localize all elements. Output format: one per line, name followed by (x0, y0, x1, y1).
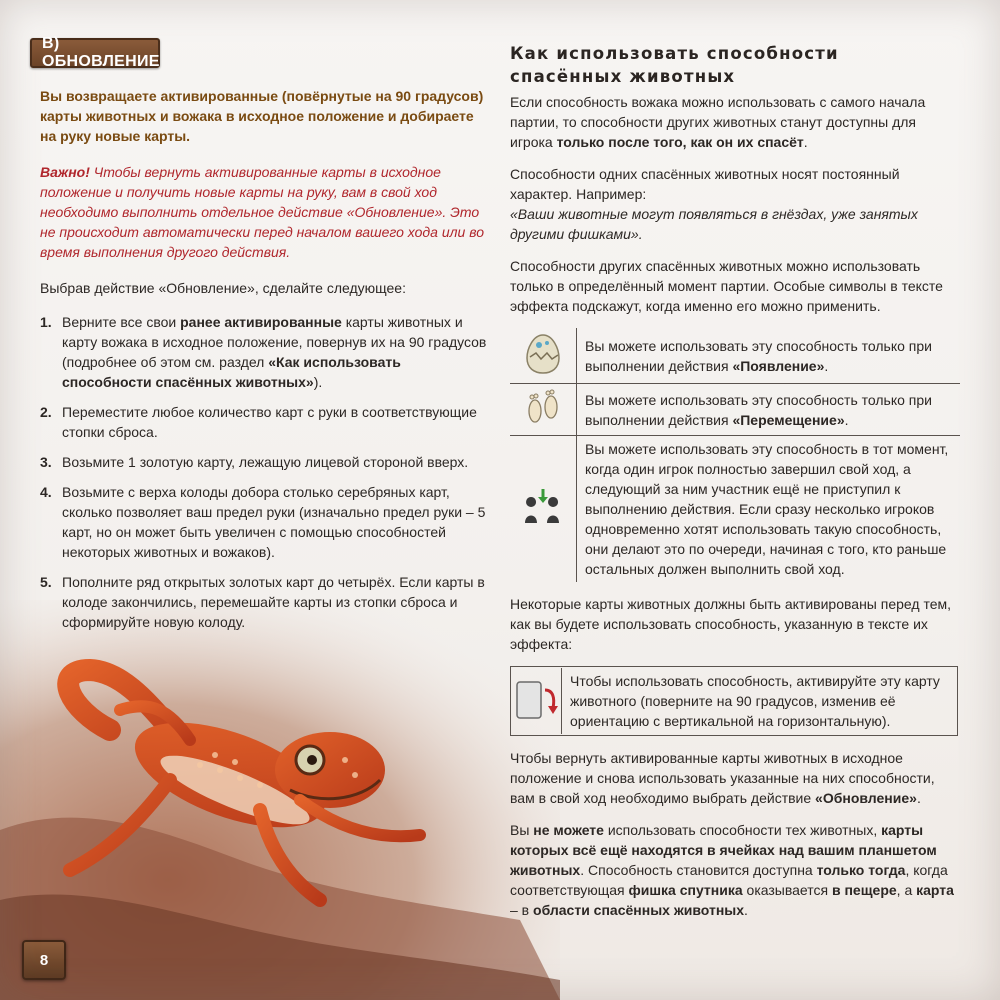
text: . (824, 357, 829, 374)
symbol-row (510, 328, 960, 384)
step-number: 4. (40, 484, 52, 500)
text: , когда соответствующая (510, 862, 948, 898)
step-number: 5. (40, 574, 52, 590)
step-text: Верните все свои (62, 314, 181, 330)
step-item (40, 452, 492, 472)
paragraph-6 (510, 820, 960, 920)
egg-icon (510, 328, 577, 384)
text: Если способность вожака можно использовать с самого начала партии, то способности других животных станут доступны для игрока (510, 94, 926, 150)
text: . (844, 411, 849, 428)
bold-text: карты которых всё ещё находятся в ячейках над вашим планшетом животных (510, 822, 937, 878)
section-tag: В) ОБНОВЛЕНИЕ (30, 38, 160, 68)
bold-text: фишка спутника (628, 882, 743, 898)
text: . (744, 902, 748, 918)
paragraph-5 (510, 748, 960, 808)
title-line: Как использовать способности (510, 44, 839, 63)
step-bold: ранее активированные (180, 314, 342, 330)
activate-card-icon (511, 668, 562, 734)
footprints-icon (510, 384, 577, 436)
step-text: Возьмите 1 золотую карту, лежащую лицевой стороной вверх. (62, 454, 469, 470)
symbol-text (577, 384, 961, 436)
symbol-row (510, 436, 960, 583)
step-item (40, 312, 492, 392)
step-text: Переместите любое количество карт с руки в соответствующие стопки сброса. (62, 404, 477, 440)
lead-paragraph: Вы возвращаете активированные (повёрнутые на 90 градусов) карты животных и вожака в исходное положение и добираете на руку новые карты. (40, 88, 484, 144)
players-icon (510, 436, 577, 583)
right-column (510, 42, 960, 932)
text: Вы (510, 822, 534, 838)
step-text: Пополните ряд открытых золотых карт до четырёх. Если карты в колоде закончились, перемешайте карты из стопки сброса и сформируйте новую колоду. (62, 574, 485, 630)
step-item (40, 572, 492, 632)
lizard-illustration (0, 600, 560, 1000)
text: использовать способности тех животных, (603, 822, 882, 838)
intro-text: Выбрав действие «Обновление», сделайте следующее: (40, 280, 406, 296)
page-number: 8 (22, 940, 66, 980)
steps-list (40, 312, 492, 632)
quote-text: «Ваши животные могут появляться в гнёздах, уже занятых другими фишками». (510, 206, 918, 242)
paragraph-2 (510, 164, 960, 244)
text: оказывается (742, 882, 832, 898)
step-bold: «Как использовать способности спасённых животных» (62, 354, 401, 390)
symbol-text (577, 328, 961, 384)
text: , а (896, 882, 917, 898)
important-label: Важно! (40, 164, 90, 180)
text: – в (510, 902, 534, 918)
step-item (40, 402, 492, 442)
step-item (40, 482, 492, 562)
paragraph-3: Способности других спасённых животных можно использовать только в определённый момент партии. Особые символы в тексте эффекта подскажут, когда именно его можно применить. (510, 258, 943, 314)
bold-text: «Обновление» (815, 790, 917, 806)
step-text: Возьмите с верха колоды добора столько серебряных карт, сколько позволяет ваш предел руки (изначально предел руки – 5 карт, но он может быть увеличен с помощью способностей некоторых животных и вожаков). (62, 484, 486, 560)
important-text: Чтобы вернуть активированные карты в исходное положение и получить новые карты на руку, вам в свой ход необходимо выполнить отдельное действие «Обновление». Это не происходит автоматически перед началом вашего хода или во время выполнения другого действия. (40, 164, 484, 260)
text: . (803, 134, 808, 150)
bold-text: в пещере (831, 882, 897, 898)
step-number: 3. (40, 454, 52, 470)
text: Вы можете использовать эту способность только при выполнении действия (585, 391, 932, 428)
paragraph-4: Некоторые карты животных должны быть активированы перед тем, как вы будете использовать способность, указанную в тексте их эффекта: (510, 596, 951, 652)
text: . Способность становится доступна (580, 862, 817, 878)
bold-text: только после того, как он их спасёт (556, 134, 804, 150)
section-title (510, 42, 960, 88)
step-number: 2. (40, 404, 52, 420)
step-text: карты животных и карту вожака в исходное положение, повернув их на 90 градусов (подробнее об этом см. раздел (62, 314, 487, 370)
activate-box (510, 666, 958, 736)
step-number: 1. (40, 314, 52, 330)
paragraph-1 (510, 92, 960, 152)
important-note (40, 162, 492, 262)
title-line: спасённых животных (510, 67, 736, 86)
symbols-table (510, 328, 960, 582)
text: Способности одних спасённых животных носят постоянный характер. Например: (510, 166, 900, 202)
bold-text: области спасённых животных (533, 902, 745, 918)
bold-text: только тогда (816, 862, 906, 878)
text: Вы можете использовать эту способность только при выполнении действия (585, 337, 932, 374)
text: Чтобы вернуть активированные карты животных в исходное положение и снова использовать указанные на них способности, вам в свой ход необходимо выбрать действие (510, 750, 935, 806)
text: . (916, 790, 921, 806)
bold-text: «Перемещение» (732, 411, 845, 428)
symbol-row (510, 384, 960, 436)
symbol-text (577, 436, 961, 583)
bold-text: не можете (533, 822, 604, 838)
bold-text: карта (916, 882, 954, 898)
left-column (40, 86, 492, 642)
step-text: ). (313, 374, 323, 390)
text: Вы можете использовать эту способность в тот момент, когда один игрок полностью завершил свой ход, а следующий за ним участник ещё не приступил к выполнению действия. Если сразу несколько игроков одновременно хотят использовать такую способность, они делают это по очереди, начиная с того, кто раньше остальных должен выполнить свой ход. (585, 441, 949, 577)
bold-text: «Появление» (732, 357, 825, 374)
activate-text: Чтобы использовать способность, активируйте эту карту животного (поверните на 90 градусов, изменив её ориентацию с вертикальной на горизонтальную). (570, 673, 940, 729)
